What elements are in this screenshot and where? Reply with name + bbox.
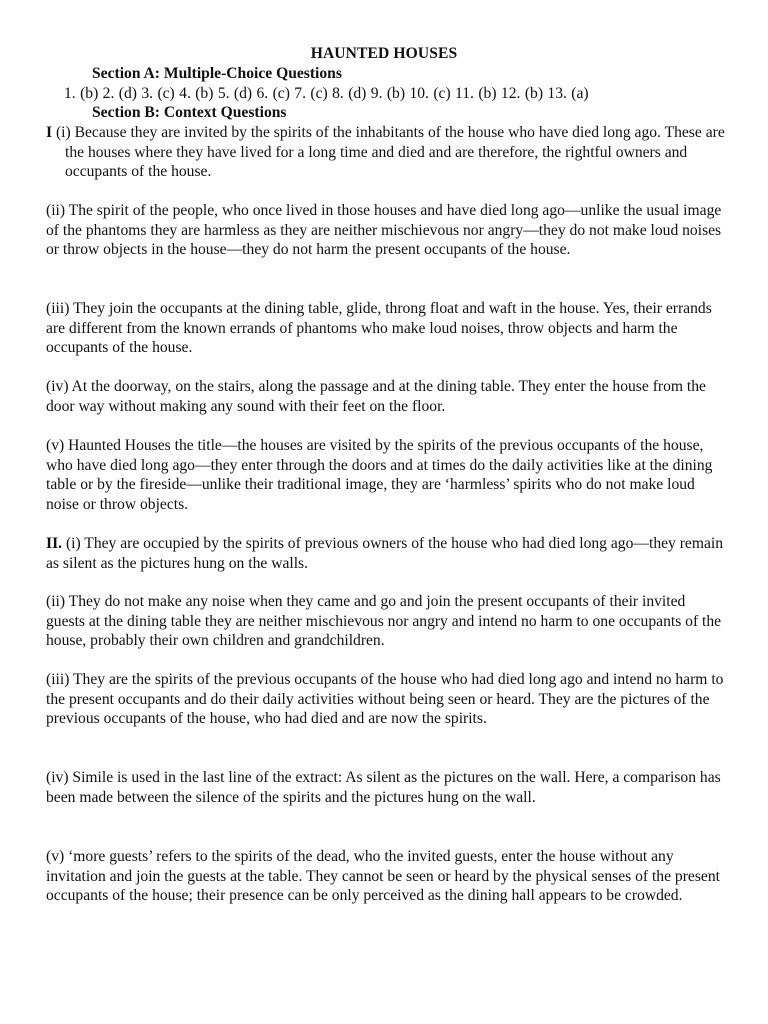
part-2-answer-v: (v) ‘more guests’ refers to the spirits of the dead, who the invited guests, enter the house without any invitation and join the guests at the table. They cannot be seen or heard by the physical senses of the present occupants of the house; their presence can be only perceived as the dining hall appears to be crowded. [46, 848, 720, 904]
part-2-marker: II. [46, 535, 63, 552]
part-2-answer-iii: (iii) They are the spirits of the previous occupants of the house who had died long ago and intend no harm to the present occupants and do their daily activities without being seen or heard. They are the pictures of the previous occupants of the house, who had died and are now the spirits. [46, 671, 724, 727]
part-2-answer-iv: (iv) Simile is used in the last line of the extract: As silent as the pictures on the wall. Here, a comparison has been made between the silence of the spirits and the pictures hung on the wall. [46, 769, 721, 806]
part-2-answer-ii: (ii) They do not make any noise when they came and go and join the present occupants of their invited guests at the dining table they are neither mischievous nor angry and intend no harm to one occupants of the house, probably their own children and grandchildren. [46, 593, 722, 649]
section-a-heading: Section A: Multiple-Choice Questions [92, 65, 342, 82]
part-1-answer-i-text: (i) Because they are invited by the spirits of the inhabitants of the house who have died long ago. These are the houses where they have lived for a long time and died and are therefore, the rightful owners and occupants of the house. [55, 124, 725, 180]
part-1-answer-ii: (ii) The spirit of the people, who once lived in those houses and have died long ago—unlike the usual image of the phantoms they are harmless as they are neither mischievous nor angry—they do not make loud noises or throw objects in the house—they do not harm the present occupants of the house. [46, 202, 722, 258]
part-1-answer-v: (v) Haunted Houses the title—the houses are visited by the spirits of the previous occupants of the house, who have died long ago—they enter through the doors and at times do the daily activities like at the dining table or by the fireside—unlike their traditional image, they are ‘harmless’ spirits who do not make loud noise or throw objects. [46, 437, 713, 513]
part-2-answer-i [46, 534, 726, 573]
part-1-answer-iv: (iv) At the doorway, on the stairs, along the passage and at the dining table. They enter the house from the door way without making any sound with their feet on the floor. [46, 378, 706, 415]
part-1-answer-i [46, 123, 745, 182]
part-1-answer-iii: (iii) They join the occupants at the dining table, glide, throng float and waft in the house. Yes, their errands are different from the known errands of phantoms who make loud noises, throw objects and harm the occupants of the house. [46, 300, 712, 356]
part-2-answer-i-text: (i) They are occupied by the spirits of previous owners of the house who had died long ago—they remain as silent as the pictures hung on the walls. [46, 535, 724, 572]
document-title: HAUNTED HOUSES [310, 45, 458, 62]
part-1-marker: I [46, 124, 53, 141]
mcq-answers-line: 1. (b) 2. (d) 3. (c) 4. (b) 5. (d) 6. (c) 7. (c) 8. (d) 9. (b) 10. (c) 11. (b) 12. (b) 13. (a) [64, 85, 589, 102]
section-b-heading: Section B: Context Questions [92, 104, 287, 121]
